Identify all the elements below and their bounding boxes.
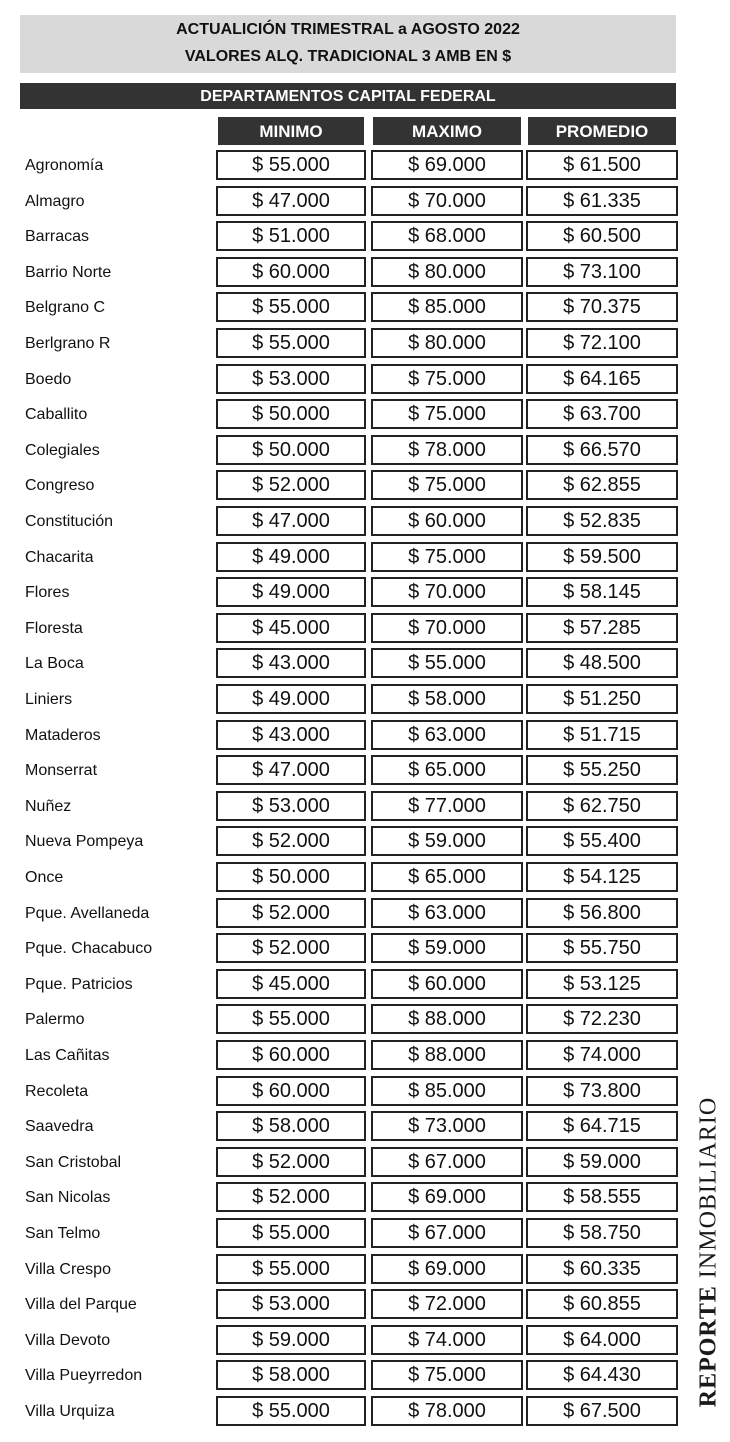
table-row (0, 791, 690, 821)
neighborhood-name: Nueva Pompeya (25, 833, 144, 850)
table-row (0, 755, 690, 785)
table-row (0, 1182, 690, 1212)
avg-value-cell: $ 60.335 (526, 1254, 678, 1284)
avg-value-cell: $ 51.715 (526, 720, 678, 750)
neighborhood-name: Villa Urquiza (25, 1403, 115, 1420)
min-value-cell: $ 60.000 (216, 1076, 366, 1106)
min-value-cell: $ 53.000 (216, 1289, 366, 1319)
min-value-cell: $ 45.000 (216, 969, 366, 999)
table-row (0, 1360, 690, 1390)
table-row (0, 684, 690, 714)
max-value-cell: $ 69.000 (371, 1254, 523, 1284)
table-row (0, 862, 690, 892)
avg-value-cell: $ 48.500 (526, 648, 678, 678)
table-row (0, 1147, 690, 1177)
neighborhood-name: Colegiales (25, 442, 100, 459)
max-value-cell: $ 75.000 (371, 364, 523, 394)
neighborhood-name: Monserrat (25, 762, 98, 779)
avg-value-cell: $ 64.000 (526, 1325, 678, 1355)
neighborhood-name: Villa Crespo (25, 1261, 111, 1278)
max-value-cell: $ 75.000 (371, 470, 523, 500)
max-value-cell: $ 68.000 (371, 221, 523, 251)
min-value-cell: $ 55.000 (216, 292, 366, 322)
neighborhood-name: Barrio Norte (25, 264, 112, 281)
max-value-cell: $ 88.000 (371, 1040, 523, 1070)
avg-value-cell: $ 64.165 (526, 364, 678, 394)
max-value-cell: $ 63.000 (371, 898, 523, 928)
avg-value-cell: $ 62.750 (526, 791, 678, 821)
neighborhood-name: Villa Devoto (25, 1332, 111, 1349)
avg-value-cell: $ 67.500 (526, 1396, 678, 1426)
table-row (0, 826, 690, 856)
neighborhood-name: Villa Pueyrredon (25, 1367, 143, 1384)
table-row (0, 257, 690, 287)
neighborhood-name: Saavedra (25, 1118, 94, 1135)
table-row (0, 1325, 690, 1355)
avg-value-cell: $ 61.500 (526, 150, 678, 180)
max-value-cell: $ 85.000 (371, 1076, 523, 1106)
header-title: ACTUALICIÓN TRIMESTRAL a AGOSTO 2022 (176, 21, 520, 38)
neighborhood-name: San Nicolas (25, 1189, 111, 1206)
avg-value-cell: $ 74.000 (526, 1040, 678, 1070)
min-value-cell: $ 55.000 (216, 1396, 366, 1426)
min-value-cell: $ 47.000 (216, 506, 366, 536)
max-value-cell: $ 74.000 (371, 1325, 523, 1355)
min-value-cell: $ 52.000 (216, 1182, 366, 1212)
avg-value-cell: $ 59.500 (526, 542, 678, 572)
neighborhood-name: La Boca (25, 655, 84, 672)
avg-value-cell: $ 59.000 (526, 1147, 678, 1177)
avg-value-cell: $ 72.100 (526, 328, 678, 358)
min-value-cell: $ 43.000 (216, 648, 366, 678)
report-header (20, 15, 676, 73)
max-value-cell: $ 78.000 (371, 1396, 523, 1426)
avg-value-cell: $ 55.400 (526, 826, 678, 856)
neighborhood-name: Chacarita (25, 549, 94, 566)
table-row (0, 364, 690, 394)
watermark (696, 1097, 723, 1407)
avg-value-cell: $ 58.145 (526, 577, 678, 607)
max-value-cell: $ 55.000 (371, 648, 523, 678)
neighborhood-name: Las Cañitas (25, 1047, 110, 1064)
neighborhood-name: Flores (25, 584, 70, 601)
table-row (0, 1004, 690, 1034)
table-row (0, 1076, 690, 1106)
min-value-cell: $ 59.000 (216, 1325, 366, 1355)
avg-value-cell: $ 66.570 (526, 435, 678, 465)
avg-value-cell: $ 58.750 (526, 1218, 678, 1248)
table-row (0, 1111, 690, 1141)
max-value-cell: $ 60.000 (371, 969, 523, 999)
avg-value-cell: $ 57.285 (526, 613, 678, 643)
table-row (0, 898, 690, 928)
min-value-cell: $ 52.000 (216, 933, 366, 963)
avg-value-cell: $ 70.375 (526, 292, 678, 322)
table-row (0, 292, 690, 322)
max-value-cell: $ 80.000 (371, 328, 523, 358)
max-value-cell: $ 67.000 (371, 1218, 523, 1248)
avg-value-cell: $ 52.835 (526, 506, 678, 536)
table-row (0, 933, 690, 963)
max-value-cell: $ 88.000 (371, 1004, 523, 1034)
neighborhood-name: Pque. Patricios (25, 976, 133, 993)
header-subtitle: VALORES ALQ. TRADICIONAL 3 AMB EN $ (184, 48, 512, 65)
avg-value-cell: $ 54.125 (526, 862, 678, 892)
avg-value-cell: $ 64.430 (526, 1360, 678, 1390)
table-row (0, 328, 690, 358)
neighborhood-name: Pque. Avellaneda (25, 905, 150, 922)
max-value-cell: $ 69.000 (371, 150, 523, 180)
min-value-cell: $ 55.000 (216, 150, 366, 180)
watermark-bold: REPORTE (695, 1285, 722, 1408)
min-value-cell: $ 55.000 (216, 1254, 366, 1284)
max-value-cell: $ 75.000 (371, 1360, 523, 1390)
max-value-cell: $ 59.000 (371, 933, 523, 963)
neighborhood-name: Floresta (25, 620, 83, 637)
avg-value-cell: $ 51.250 (526, 684, 678, 714)
neighborhood-name: Agronomía (25, 157, 104, 174)
max-value-cell: $ 69.000 (371, 1182, 523, 1212)
table-row (0, 150, 690, 180)
table-row (0, 221, 690, 251)
avg-value-cell: $ 56.800 (526, 898, 678, 928)
neighborhood-name: Barracas (25, 228, 90, 245)
min-value-cell: $ 55.000 (216, 1218, 366, 1248)
min-value-cell: $ 51.000 (216, 221, 366, 251)
min-value-cell: $ 60.000 (216, 1040, 366, 1070)
column-header-avg: PROMEDIO (528, 117, 676, 145)
table-row (0, 1254, 690, 1284)
table-row (0, 613, 690, 643)
min-value-cell: $ 58.000 (216, 1111, 366, 1141)
min-value-cell: $ 49.000 (216, 684, 366, 714)
table-row (0, 470, 690, 500)
column-header-max: MAXIMO (373, 117, 521, 145)
max-value-cell: $ 65.000 (371, 755, 523, 785)
watermark-regular: INMOBILIARIO (695, 1096, 722, 1279)
section-title-bar: DEPARTAMENTOS CAPITAL FEDERAL (20, 83, 676, 109)
neighborhood-name: Recoleta (25, 1083, 89, 1100)
min-value-cell: $ 60.000 (216, 257, 366, 287)
column-header-min: MINIMO (218, 117, 364, 145)
min-value-cell: $ 52.000 (216, 470, 366, 500)
table-row (0, 399, 690, 429)
min-value-cell: $ 47.000 (216, 755, 366, 785)
avg-value-cell: $ 72.230 (526, 1004, 678, 1034)
neighborhood-name: Congreso (25, 477, 95, 494)
neighborhood-name: Palermo (25, 1011, 85, 1028)
neighborhood-name: Constitución (25, 513, 114, 530)
table-row (0, 1289, 690, 1319)
min-value-cell: $ 53.000 (216, 364, 366, 394)
table-row (0, 506, 690, 536)
table-row (0, 648, 690, 678)
avg-value-cell: $ 55.750 (526, 933, 678, 963)
neighborhood-name: Villa del Parque (25, 1296, 137, 1313)
min-value-cell: $ 50.000 (216, 399, 366, 429)
min-value-cell: $ 49.000 (216, 542, 366, 572)
table-row (0, 720, 690, 750)
avg-value-cell: $ 63.700 (526, 399, 678, 429)
min-value-cell: $ 58.000 (216, 1360, 366, 1390)
neighborhood-name: Belgrano C (25, 299, 106, 316)
max-value-cell: $ 58.000 (371, 684, 523, 714)
max-value-cell: $ 75.000 (371, 399, 523, 429)
max-value-cell: $ 70.000 (371, 186, 523, 216)
table-row (0, 577, 690, 607)
avg-value-cell: $ 73.100 (526, 257, 678, 287)
avg-value-cell: $ 58.555 (526, 1182, 678, 1212)
neighborhood-name: Liniers (25, 691, 73, 708)
max-value-cell: $ 60.000 (371, 506, 523, 536)
avg-value-cell: $ 60.500 (526, 221, 678, 251)
neighborhood-name: Mataderos (25, 727, 101, 744)
max-value-cell: $ 67.000 (371, 1147, 523, 1177)
min-value-cell: $ 50.000 (216, 435, 366, 465)
max-value-cell: $ 70.000 (371, 613, 523, 643)
max-value-cell: $ 75.000 (371, 542, 523, 572)
neighborhood-name: Berlgrano R (25, 335, 111, 352)
avg-value-cell: $ 60.855 (526, 1289, 678, 1319)
min-value-cell: $ 45.000 (216, 613, 366, 643)
max-value-cell: $ 78.000 (371, 435, 523, 465)
neighborhood-name: Caballito (25, 406, 88, 423)
max-value-cell: $ 85.000 (371, 292, 523, 322)
max-value-cell: $ 70.000 (371, 577, 523, 607)
min-value-cell: $ 43.000 (216, 720, 366, 750)
min-value-cell: $ 50.000 (216, 862, 366, 892)
max-value-cell: $ 65.000 (371, 862, 523, 892)
min-value-cell: $ 52.000 (216, 826, 366, 856)
max-value-cell: $ 80.000 (371, 257, 523, 287)
neighborhood-name: San Cristobal (25, 1154, 122, 1171)
table-row (0, 186, 690, 216)
min-value-cell: $ 52.000 (216, 1147, 366, 1177)
neighborhood-name: Boedo (25, 371, 72, 388)
table-row (0, 969, 690, 999)
neighborhood-name: Once (25, 869, 64, 886)
min-value-cell: $ 47.000 (216, 186, 366, 216)
min-value-cell: $ 52.000 (216, 898, 366, 928)
min-value-cell: $ 55.000 (216, 1004, 366, 1034)
neighborhood-name: Pque. Chacabuco (25, 940, 153, 957)
min-value-cell: $ 53.000 (216, 791, 366, 821)
max-value-cell: $ 63.000 (371, 720, 523, 750)
table-row (0, 1218, 690, 1248)
max-value-cell: $ 72.000 (371, 1289, 523, 1319)
max-value-cell: $ 77.000 (371, 791, 523, 821)
min-value-cell: $ 49.000 (216, 577, 366, 607)
avg-value-cell: $ 73.800 (526, 1076, 678, 1106)
neighborhood-name: Nuñez (25, 798, 72, 815)
avg-value-cell: $ 55.250 (526, 755, 678, 785)
table-row (0, 435, 690, 465)
table-row (0, 1396, 690, 1426)
neighborhood-name: San Telmo (25, 1225, 101, 1242)
table-row (0, 1040, 690, 1070)
avg-value-cell: $ 61.335 (526, 186, 678, 216)
table-row (0, 542, 690, 572)
max-value-cell: $ 59.000 (371, 826, 523, 856)
max-value-cell: $ 73.000 (371, 1111, 523, 1141)
avg-value-cell: $ 64.715 (526, 1111, 678, 1141)
min-value-cell: $ 55.000 (216, 328, 366, 358)
neighborhood-name: Almagro (25, 193, 85, 210)
avg-value-cell: $ 62.855 (526, 470, 678, 500)
avg-value-cell: $ 53.125 (526, 969, 678, 999)
